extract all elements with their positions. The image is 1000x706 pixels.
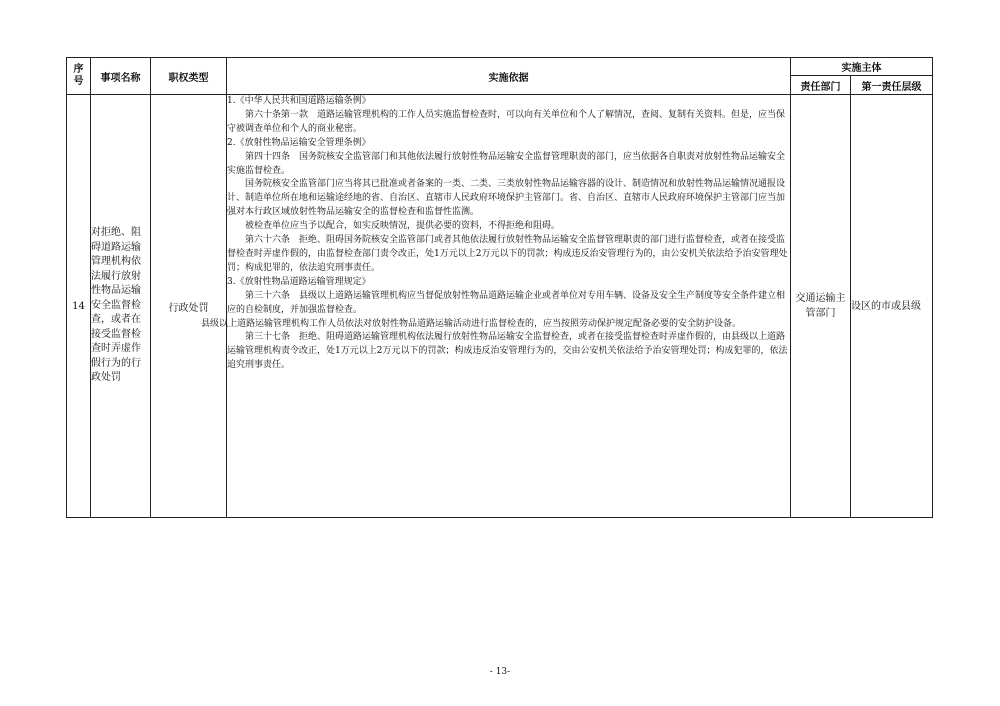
basis-line: 3.《放射性物品道路运输管理规定》 [227,276,371,287]
header-subject: 实施主体 [791,58,933,76]
header-department: 责任部门 [791,76,851,95]
row-department: 交通运输主管部门 [791,95,851,518]
basis-line: 第三十七条 拒绝、阻碍道路运输管理机构依法履行放射性物品运输安全监督检查，或者在接受监督检查时弄虚作假的，由县级以上道路运输管理机构责令改正，处1万元以上2万元以下的罚款；构成违反治安管理行为的，交由公安机关依法给予治安管理处罚；构成犯罪的，依法追究刑事责任。 [227,332,788,371]
basis-line: 1.《中华人民共和国道路运输条例》 [227,96,371,106]
basis-line: 县级以上道路运输管理机构工作人员依法对放射性物品道路运输活动进行监督检查的，应当按照劳动保护规定配备必要的安全防护设备。 [201,318,742,329]
row-item-name: 对拒绝、阻碍道路运输管理机构依法履行放射性物品运输安全监督检查，或者在接受监督检查时弄虚作假行为的行政处罚 [91,95,151,518]
basis-line: 第三十六条 县级以上道路运输管理机构应当督促放射性物品道路运输企业或者单位对专用车辆、设备及安全生产制度等安全条件建立相应的自检制度，并加强监督检查。 [227,290,786,315]
row-seq: 14 [67,95,91,518]
authority-table [66,57,933,518]
row-level: 设区的市或县级 [851,95,933,518]
page-number: - 13- [489,667,511,677]
header-seq: 序号 [67,58,91,95]
header-basis: 实施依据 [227,58,791,95]
basis-line: 第六十条第一款 道路运输管理机构的工作人员实施监督检查时，可以向有关单位和个人了解情况，查阅、复制有关资料。但是，应当保守被调查单位和个人的商业秘密。 [227,109,786,134]
basis-line: 2.《放射性物品运输安全管理条例》 [227,137,371,148]
row-basis [201,95,791,518]
row-power-type: 行政处罚 [151,95,227,518]
header-power-type: 职权类型 [151,58,227,95]
basis-line: 国务院核安全监管部门应当将其已批准或者备案的一类、二类、三类放射性物品运输容器的设计、制造情况和放射性物品运输情况通报设计、制造单位所在地和运输途经地的省、自治区、直辖市人民政府环境保护主管部门。省、自治区、直辖市人民政府环境保护主管部门应当加强对本行政区域放射性物品运输安全的监督检查和监督性监测。 [227,179,786,218]
header-level: 第一责任层级 [851,76,933,95]
basis-line: 被检查单位应当予以配合，如实反映情况，提供必要的资料，不得拒绝和阻碍。 [245,221,561,232]
table-row [67,95,933,518]
basis-line: 第四十四条 国务院核安全监管部门和其他依法履行放射性物品运输安全监督管理职责的部门，应当依据各自职责对放射性物品运输安全实施监督检查。 [227,151,786,176]
header-item-name: 事项名称 [91,58,151,95]
basis-line: 第六十六条 拒绝、阻碍国务院核安全监管部门或者其他依法履行放射性物品运输安全监督管理职责的部门进行监督检查，或者在接受监督检查时弄虚作假的，由监督检查部门责令改正，处1万元以上2万元以下的罚款；构成违反治安管理行为的，由公安机关依法给予治安管理处罚；构成犯罪的，依法追究刑事责任。 [227,235,788,273]
